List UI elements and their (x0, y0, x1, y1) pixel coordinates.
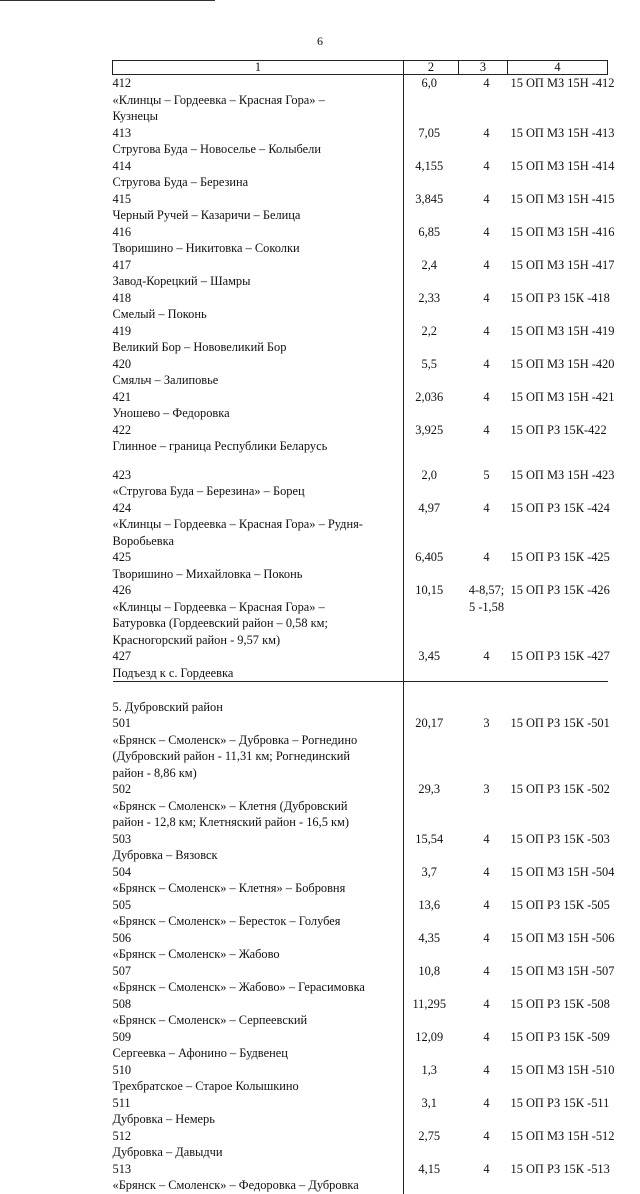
length-cell: 3,845 (415, 191, 444, 206)
category-cell: 4 (483, 500, 490, 515)
table-row (113, 257, 608, 290)
road-name-cell (113, 257, 404, 290)
length-cell: 3,45 (404, 648, 459, 682)
road-name: «Стругова Буда – Березина» – Борец (112, 484, 305, 498)
row-number: 420 (112, 356, 132, 371)
category-cell: 4 (459, 648, 508, 682)
category-cell: 4 (483, 550, 490, 564)
row-number: 419 (112, 323, 132, 338)
row-number: 504 (112, 864, 132, 879)
category-cell: 5 (483, 467, 490, 482)
table-row (113, 1161, 608, 1194)
row-number: 413 (112, 125, 132, 140)
table-row (113, 996, 608, 1029)
id-code-cell: 15 ОП РЗ 15К -427 (508, 648, 608, 682)
table-row (113, 930, 608, 963)
length-cell: 4,155 (415, 158, 444, 173)
id-code-cell: 15 ОП РЗ 15К -501 (510, 716, 610, 730)
table-row (113, 831, 608, 864)
id-code-cell: 15 ОП РЗ 15К -426 (510, 583, 610, 597)
id-code-cell: 15 ОП МЗ 15Н -412 (510, 76, 615, 90)
road-name: Великий Бор – Нововеликий Бор (112, 340, 287, 354)
road-name: «Брянск – Смоленск» – Серпеевский (112, 1013, 308, 1027)
table-row (113, 125, 608, 158)
road-name: Дубровка – Давыдчи (112, 1145, 223, 1159)
length-cell (404, 682, 459, 716)
road-name: Смяльч – Залиповье (112, 373, 219, 387)
length-cell: 4,97 (418, 500, 441, 515)
length-cell: 2,4 (421, 257, 437, 272)
category-cell: 4 (483, 831, 490, 846)
length-cell: 11,295 (412, 996, 447, 1011)
road-name-cell (113, 1062, 404, 1095)
row-number: 418 (112, 290, 132, 305)
category-cell: 4 (483, 1128, 490, 1143)
category-cell: 4 (483, 356, 490, 371)
road-name-cell (113, 1161, 404, 1194)
road-name: «Брянск – Смоленск» – Дубровка – Рогнедино (Дубровский район - 11,31 км; Рогнединский район - 8,86 км) (112, 732, 358, 780)
spacer-cell (113, 455, 404, 467)
row-number: 424 (112, 500, 132, 515)
id-code-cell: 15 ОП МЗ 15Н -419 (510, 323, 615, 338)
road-name-cell (113, 715, 404, 781)
category-cell: 4 (483, 422, 490, 437)
category-cell: 4 (483, 76, 490, 90)
road-name-cell (113, 930, 404, 963)
road-name: Завод-Корецкий – Шамры (112, 274, 251, 288)
header-col-2: 2 (404, 61, 459, 75)
id-code-cell: 15 ОП МЗ 15Н -420 (510, 356, 615, 371)
road-name-cell (113, 467, 404, 500)
road-name: Дубровка – Вязовск (112, 848, 218, 862)
category-cell (459, 682, 508, 716)
length-cell: 2,036 (415, 389, 444, 404)
road-name-cell (113, 582, 404, 648)
id-code-cell: 15 ОП МЗ 15Н -421 (510, 389, 615, 404)
road-name-cell (113, 356, 404, 389)
road-name-cell (113, 389, 404, 422)
id-code-cell: 15 ОП РЗ 15К -505 (510, 897, 610, 912)
road-name-cell (113, 75, 404, 125)
table-row (113, 290, 608, 323)
row-number: 501 (112, 716, 132, 730)
length-cell: 10,15 (415, 583, 444, 597)
row-number: 417 (112, 257, 132, 272)
length-cell: 29,3 (418, 782, 441, 796)
category-cell: 4 (483, 930, 490, 945)
road-name-cell (113, 996, 404, 1029)
road-name: «Брянск – Смоленск» – Жабово» – Герасимовка (112, 980, 365, 994)
header-col-3: 3 (459, 61, 508, 75)
road-name: 5. Дубровский район (112, 699, 223, 714)
road-name-cell (113, 1128, 404, 1161)
length-cell: 15,54 (415, 831, 444, 846)
category-cell: 3 (483, 782, 490, 796)
id-code-cell: 15 ОП МЗ 15Н -510 (510, 1062, 615, 1077)
id-code-cell: 15 ОП РЗ 15К -424 (510, 500, 610, 515)
id-code-cell: 15 ОП МЗ 15Н -507 (510, 963, 615, 978)
table-row (113, 715, 608, 781)
id-code-cell: 15 ОП РЗ 15К -503 (510, 831, 610, 846)
table-row (113, 582, 608, 648)
road-name: «Брянск – Смоленск» – Жабово (112, 947, 280, 961)
row-number: 510 (112, 1062, 132, 1077)
id-code-cell: 15 ОП РЗ 15К -513 (510, 1161, 610, 1176)
table-row (113, 1062, 608, 1095)
road-name-cell (113, 1029, 404, 1062)
road-name: Стругова Буда – Новоселье – Колыбели (112, 142, 321, 156)
category-cell: 4 (483, 191, 490, 206)
road-name: Творишино – Никитовка – Соколки (112, 241, 300, 255)
length-cell: 10,8 (418, 963, 441, 978)
id-code-cell: 15 ОП РЗ 15К -508 (510, 996, 610, 1011)
road-name: Смелый – Поконь (112, 307, 207, 321)
row-number: 415 (112, 191, 132, 206)
row-number: 423 (112, 467, 132, 482)
category-cell: 4 (483, 1062, 490, 1077)
roads-table (112, 60, 615, 1194)
road-name: Подъезд к с. Гордеевка (112, 665, 234, 680)
road-name-cell (113, 323, 404, 356)
length-cell: 6,85 (418, 224, 441, 239)
table-row (113, 897, 608, 930)
length-cell: 6,0 (421, 76, 437, 90)
length-cell: 3,7 (421, 864, 437, 879)
table-row (113, 648, 608, 682)
table-row (113, 500, 608, 550)
length-cell: 5,5 (421, 356, 437, 371)
row-number: 502 (112, 782, 132, 796)
length-cell: 2,2 (421, 323, 437, 338)
table-row (113, 158, 608, 191)
length-cell: 4,15 (418, 1161, 441, 1176)
top-rule (0, 0, 215, 1)
category-cell: 4 (483, 1095, 490, 1110)
id-code-cell: 15 ОП МЗ 15Н -413 (510, 125, 615, 140)
spacer-cell (404, 455, 459, 467)
road-name: «Брянск – Смоленск» – Федоровка – Дубровка (112, 1178, 359, 1192)
length-cell: 3,1 (421, 1095, 437, 1110)
table-row (113, 963, 608, 996)
table-row (113, 356, 608, 389)
row-number: 416 (112, 224, 132, 239)
id-code-cell: 15 ОП МЗ 15Н -414 (510, 158, 615, 173)
row-number: 511 (112, 1095, 131, 1110)
category-cell: 4 (483, 1029, 490, 1044)
table-row (113, 549, 608, 582)
category-cell: 4 (483, 897, 490, 912)
spacer-cell (508, 455, 608, 467)
id-code-cell: 15 ОП РЗ 15К -511 (510, 1095, 610, 1110)
row-number: 513 (112, 1161, 132, 1176)
id-code-cell: 15 ОП МЗ 15Н -416 (510, 224, 615, 239)
length-cell: 20,17 (415, 716, 444, 730)
table-row (113, 1095, 608, 1128)
category-cell: 4 (483, 290, 490, 305)
road-name: Глинное – граница Республики Беларусь (112, 439, 328, 453)
id-code-cell: 15 ОП РЗ 15К -418 (510, 290, 610, 305)
road-name: «Брянск – Смоленск» – Клетня» – Бобровня (112, 881, 346, 895)
id-code-cell: 15 ОП РЗ 15К -425 (510, 550, 610, 564)
category-cell: 4 (483, 996, 490, 1011)
id-code-cell: 15 ОП МЗ 15Н -504 (510, 864, 615, 879)
table-row (113, 781, 608, 831)
category-cell: 3 (483, 716, 490, 730)
header-col-4: 4 (508, 61, 608, 75)
id-code-cell: 15 ОП РЗ 15К -502 (510, 782, 610, 796)
category-cell: 4 (483, 158, 490, 173)
table-row (113, 224, 608, 257)
page-number: 6 (317, 34, 323, 48)
id-code-cell: 15 ОП РЗ 15К-422 (510, 422, 607, 437)
road-name: Творишино – Михайловка – Поконь (112, 566, 303, 581)
length-cell: 6,405 (415, 550, 444, 564)
row-number: 414 (112, 158, 132, 173)
table-row (113, 1128, 608, 1161)
road-name-cell (113, 422, 404, 455)
row-number: 503 (112, 831, 132, 846)
row-number: 422 (112, 422, 132, 437)
row-number: 507 (112, 963, 132, 978)
table-row (113, 422, 608, 455)
length-cell: 12,09 (415, 1029, 444, 1044)
row-spacer (113, 455, 608, 467)
length-cell: 7,05 (418, 125, 441, 140)
length-cell: 13,6 (418, 897, 441, 912)
road-name-cell (113, 963, 404, 996)
road-name: «Клинцы – Гордеевка – Красная Гора» – Рудня-Воробьевка (112, 517, 363, 548)
road-name: Стругова Буда – Березина (112, 175, 249, 189)
road-name-cell (113, 125, 404, 158)
road-name-cell (113, 549, 404, 582)
table-row (113, 467, 608, 500)
id-code-cell (508, 682, 608, 716)
table-row (113, 191, 608, 224)
id-code-cell: 15 ОП МЗ 15Н -415 (510, 191, 615, 206)
road-name-cell (113, 864, 404, 897)
category-cell: 4 (483, 125, 490, 140)
length-cell: 2,0 (421, 467, 437, 482)
road-name: «Клинцы – Гордеевка – Красная Гора» – Кузнецы (112, 92, 325, 123)
id-code-cell: 15 ОП МЗ 15Н -512 (510, 1128, 615, 1143)
road-name: «Брянск – Смоленск» – Клетня (Дубровский район - 12,8 км; Клетняский район - 16,5 км) (112, 798, 349, 829)
length-cell: 2,33 (418, 290, 441, 305)
spacer-cell (459, 455, 508, 467)
row-number: 421 (112, 389, 132, 404)
road-name: Сергеевка – Афонино – Будвенец (112, 1046, 288, 1060)
road-name-cell (113, 897, 404, 930)
road-name-cell (113, 224, 404, 257)
road-name-cell (113, 500, 404, 550)
row-number: 505 (112, 897, 132, 912)
table-row (113, 75, 608, 125)
road-name-cell (113, 1095, 404, 1128)
row-number: 425 (112, 550, 132, 564)
category-cell: 4 (483, 224, 490, 239)
road-name-cell (113, 290, 404, 323)
road-name: «Брянск – Смоленск» – Бересток – Голубея (112, 914, 341, 928)
row-number: 427 (112, 649, 132, 663)
length-cell: 2,75 (418, 1128, 441, 1143)
road-name-cell (113, 682, 404, 716)
road-name: Дубровка – Немерь (112, 1112, 215, 1126)
table-row (113, 682, 608, 716)
road-name-cell (113, 831, 404, 864)
category-cell: 4 (483, 257, 490, 272)
length-cell: 3,925 (415, 422, 444, 437)
header-col-1: 1 (113, 61, 404, 75)
id-code-cell: 15 ОП МЗ 15Н -423 (510, 467, 615, 482)
category-cell: 4 (483, 389, 490, 404)
length-cell: 1,3 (421, 1062, 437, 1077)
road-name-cell (113, 648, 404, 682)
row-number: 506 (112, 930, 132, 945)
category-cell: 4-8,57; 5 -1,58 (468, 583, 505, 614)
table-body (112, 75, 615, 1194)
category-cell: 4 (483, 1161, 490, 1176)
length-cell: 4,35 (418, 930, 441, 945)
road-name: Черный Ручей – Казаричи – Белица (112, 208, 301, 222)
road-name: Трехбратское – Старое Колышкино (112, 1079, 299, 1093)
row-number: 512 (112, 1128, 132, 1143)
road-name: «Клинцы – Гордеевка – Красная Гора» – Батуровка (Гордеевский район – 0,58 км; Красногорский район - 9,57 км) (112, 599, 328, 647)
road-name-cell (113, 781, 404, 831)
id-code-cell: 15 ОП МЗ 15Н -417 (510, 257, 615, 272)
road-name-cell (113, 158, 404, 191)
row-number: 508 (112, 996, 132, 1011)
row-number: 509 (112, 1029, 132, 1044)
road-name: Уношево – Федоровка (112, 406, 230, 420)
road-name-cell (113, 191, 404, 224)
table-row (113, 323, 608, 356)
table-header (113, 61, 608, 75)
category-cell: 4 (483, 323, 490, 338)
category-cell: 4 (483, 963, 490, 978)
table-row (113, 1029, 608, 1062)
table-row (113, 864, 608, 897)
id-code-cell: 15 ОП РЗ 15К -509 (510, 1029, 610, 1044)
id-code-cell: 15 ОП МЗ 15Н -506 (510, 930, 615, 945)
category-cell: 4 (483, 864, 490, 879)
table-row (113, 389, 608, 422)
row-number: 412 (112, 76, 132, 90)
row-number: 426 (112, 583, 132, 597)
